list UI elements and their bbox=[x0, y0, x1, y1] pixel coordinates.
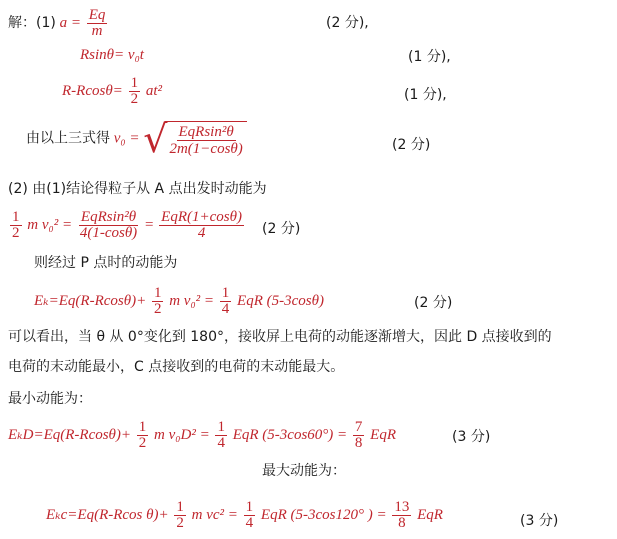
denominator: 4 bbox=[197, 225, 206, 241]
acceleration-symbol: a = bbox=[59, 14, 81, 31]
score-1: (2 分), bbox=[326, 15, 369, 31]
fraction-energy-2 bbox=[159, 210, 244, 241]
equation-lhs: Eₖc=Eq(R-Rcos θ)+ bbox=[46, 506, 169, 523]
denominator: 4(1-cosθ) bbox=[79, 225, 138, 241]
score-3: (1 分), bbox=[404, 87, 447, 103]
denominator: 2 bbox=[153, 301, 162, 317]
equation-rhs: EqR (5-3cosθ) bbox=[237, 292, 324, 309]
maximum-energy-equation bbox=[46, 500, 443, 531]
fraction-eq-over-m bbox=[87, 8, 108, 39]
term-m-v0d: m v₀D² = bbox=[154, 426, 210, 443]
equation-rcos bbox=[62, 76, 162, 107]
equation-rhs: EqR (5-3cos120° ) = bbox=[260, 506, 387, 523]
analysis-line-1: 可以看出，当 θ 从 0°变化到 180°，接收屏上电荷的动能逐渐增大，因此 D 点接收到的 bbox=[8, 329, 552, 345]
analysis-line-2: 电荷的末动能最小，C 点接收到的电荷的末动能最大。 bbox=[8, 359, 345, 375]
fraction-energy-1 bbox=[78, 210, 139, 241]
denominator: 8 bbox=[354, 435, 363, 451]
conclusion-text: 由以上三式得 bbox=[26, 130, 110, 147]
square-root-expression bbox=[143, 117, 247, 161]
numerator: EqRsin²θ bbox=[178, 124, 234, 140]
score-2: (1 分), bbox=[408, 49, 451, 65]
numerator: 1 bbox=[221, 285, 230, 301]
numerator: 1 bbox=[176, 499, 184, 515]
numerator: EqR(1+cosθ) bbox=[161, 209, 242, 225]
radical-sign: √ bbox=[143, 117, 168, 161]
solution-line-4 bbox=[26, 117, 247, 161]
numerator: Eq bbox=[88, 7, 106, 23]
fraction-half bbox=[152, 286, 164, 317]
numerator: 1 bbox=[217, 419, 225, 435]
numerator: 1 bbox=[153, 285, 162, 301]
equation-rsin: Rsinθ= v₀t bbox=[80, 47, 144, 63]
equation-rhs: at² bbox=[145, 82, 162, 99]
denominator: 2 bbox=[130, 91, 139, 107]
denominator: m bbox=[91, 23, 103, 39]
term-m-v0: m v₀² = bbox=[169, 292, 215, 309]
fraction-quarter bbox=[244, 500, 256, 531]
solution-heading: 解：(1) bbox=[8, 14, 56, 31]
fraction-half bbox=[129, 76, 141, 107]
point-p-intro: 则经过 P 点时的动能为 bbox=[34, 255, 178, 271]
minimum-energy-label: 最小动能为： bbox=[8, 391, 92, 407]
score-7: (3 分) bbox=[452, 429, 491, 445]
denominator: 8 bbox=[398, 515, 406, 531]
fraction-half bbox=[137, 420, 149, 451]
equation-rhs: EqR (5-3cos60°) = bbox=[232, 426, 348, 443]
numerator: 1 bbox=[245, 499, 254, 515]
score-6: (2 分) bbox=[414, 295, 453, 311]
fraction-thirteen-eighths bbox=[392, 500, 411, 531]
maximum-energy-label: 最大动能为： bbox=[262, 463, 346, 479]
denominator: 2 bbox=[138, 435, 147, 451]
fraction-quarter bbox=[220, 286, 232, 317]
numerator: 1 bbox=[12, 209, 20, 225]
kinetic-energy-p bbox=[34, 286, 324, 317]
denominator: 2m(1−cosθ) bbox=[169, 141, 243, 157]
fraction-half bbox=[10, 210, 22, 241]
equation-tail: EqR bbox=[370, 426, 396, 443]
equation-lhs: Eₖ=Eq(R-Rcosθ)+ bbox=[34, 292, 147, 309]
v0-symbol: v₀ = bbox=[113, 130, 140, 147]
term-m-v0: m v₀² = bbox=[27, 216, 73, 233]
denominator: 4 bbox=[217, 435, 225, 451]
score-8: (3 分) bbox=[520, 513, 559, 529]
minimum-energy-equation bbox=[8, 420, 396, 451]
equation-tail: EqR bbox=[417, 506, 443, 523]
denominator: 2 bbox=[176, 515, 184, 531]
solution-line-1 bbox=[8, 8, 109, 39]
term-m-vc: m vc² = bbox=[191, 506, 238, 523]
fraction-half bbox=[174, 500, 186, 531]
denominator: 4 bbox=[245, 515, 254, 531]
kinetic-energy-a bbox=[8, 210, 246, 241]
part-2-intro: (2) 由(1)结论得粒子从 A 点出发时动能为 bbox=[8, 181, 267, 197]
fraction-seven-eighths bbox=[353, 420, 365, 451]
numerator: 7 bbox=[354, 419, 363, 435]
denominator: 4 bbox=[221, 301, 230, 317]
numerator: 13 bbox=[394, 499, 410, 515]
equation-lhs: R-Rcosθ= bbox=[62, 82, 123, 99]
score-4: (2 分) bbox=[392, 137, 431, 153]
score-5: (2 分) bbox=[262, 221, 301, 237]
equals-sign: = bbox=[144, 216, 154, 233]
numerator: 1 bbox=[138, 419, 147, 435]
numerator: EqRsin²θ bbox=[80, 209, 137, 225]
fraction-quarter bbox=[215, 420, 227, 451]
denominator: 2 bbox=[12, 225, 20, 241]
numerator: 1 bbox=[130, 75, 139, 91]
equation-lhs: EₖD=Eq(R-Rcosθ)+ bbox=[8, 426, 132, 443]
